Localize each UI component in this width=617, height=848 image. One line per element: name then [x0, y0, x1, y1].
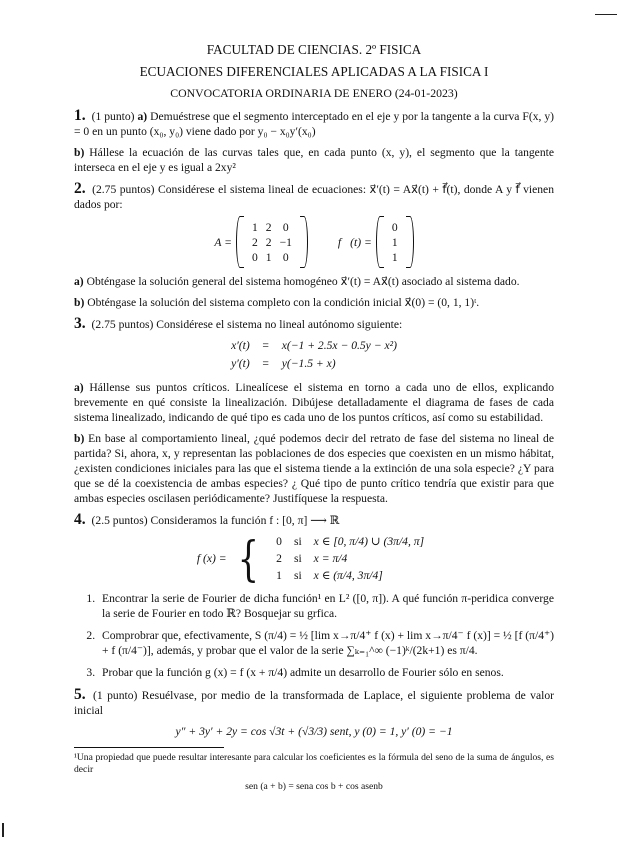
- piece-si: si: [293, 552, 302, 565]
- q5-intro: [74, 687, 554, 718]
- q4-item-1: 1. Encontrar la serie de Fourier de dicha función¹ en L² ([0, π]). A qué función π-peridica converge la serie de Fourier en todo ℝ? Bosquejar su grfica.: [98, 591, 554, 621]
- matrix-A-table: [248, 220, 296, 265]
- q1-b-label: b): [74, 146, 85, 159]
- q4-piecewise: [74, 532, 554, 585]
- q4-number: 4.: [74, 511, 86, 528]
- piece-si: si: [293, 535, 302, 548]
- q2-intro-text: (2.75 puntos) Considérese el sistema lineal de ecuaciones: x⃗′(t) = Ax⃗(t) + f⃗(t), donde A y f⃗ vienen dados por:: [74, 183, 554, 211]
- q2-a-label: a): [74, 275, 84, 288]
- piece-condition: x = π/4: [313, 552, 348, 565]
- q3-a-label: a): [74, 381, 84, 394]
- right-paren: [406, 216, 414, 268]
- q2-matrices: [74, 216, 554, 268]
- piece-condition: x ∈ [0, π/4) ∪ (3π/4, π]: [313, 535, 425, 548]
- q1-b-text: Hállese la ecuación de las curvas tales que, en cada punto (x, y), el segmento que la tangente interseca en el eje y es igual a 2xy²: [74, 146, 554, 174]
- exam-page: [74, 40, 554, 794]
- header-line-3: CONVOCATORIA ORDINARIA DE ENERO (24-01-2023): [170, 86, 458, 100]
- piecewise-table: [269, 532, 431, 585]
- q4-item-3: 3. Probar que la función g (x) = f (x + π/4) admite un desarrollo de Fourier sólo en senos.: [98, 665, 554, 680]
- eq2-sign: =: [262, 357, 269, 370]
- q3-intro-text: (2.75 puntos) Considérese el sistema no lineal autónomo siguiente:: [91, 318, 403, 331]
- q5-intro-text: (1 punto) Resuélvase, por medio de la transformada de Laplace, el siguiente problema de valor inicial: [74, 689, 554, 717]
- q4-item-2: 2. Comprobrar que, efectivamente, S (π/4) = ½ [lim x→π/4⁺ f (x) + lim x→π/4⁻ f (x)] = ½ [f (π/4⁺) + f (π/4⁻)], además, y probar que el valor de la serie ∑ₖ₌₁^∞ (−1)ᵏ/(2k+1) es π/4.: [98, 628, 554, 658]
- matrix-cell: 2: [251, 235, 258, 249]
- piecewise-label: f (x) =: [196, 552, 227, 565]
- header-line-1: FACULTAD DE CIENCIAS. 2º FISICA: [206, 42, 422, 57]
- matrix-cell: 0: [282, 250, 289, 264]
- q2-a-text: Obténgase la solución general del sistema homogéneo x⃗′(t) = Ax⃗(t) asociado al sistema dado.: [86, 275, 520, 288]
- vector-f: [338, 216, 414, 268]
- corner-mark: [595, 14, 617, 15]
- left-paren: [236, 216, 244, 268]
- q2-b-text: Obténgase la solución del sistema completo con la condición inicial x⃗(0) = (0, 1, 1)ᵗ.: [87, 296, 480, 309]
- q1-number: 1.: [74, 107, 86, 124]
- q1-part-a: [74, 108, 554, 139]
- matrix-cell: 2: [265, 220, 272, 234]
- footnote-rule: [74, 747, 224, 748]
- matrix-A-label: A =: [214, 235, 232, 249]
- eq2-lhs: y′(t): [231, 357, 250, 370]
- scan-mark: [2, 823, 4, 837]
- q1-a-label: a): [137, 110, 148, 123]
- piece-si: si: [293, 569, 302, 582]
- footnote-formula: sen (a + b) = sena cos b + cos asenb: [245, 781, 383, 792]
- q2-part-b: [74, 295, 554, 310]
- q3-b-label: b): [74, 432, 85, 445]
- header-line-2: ECUACIONES DIFERENCIALES APLICADAS A LA FISICA I: [139, 64, 489, 79]
- q2-number: 2.: [74, 180, 86, 197]
- q5-equation: y″ + 3y′ + 2y = cos √3t + (√3/3) sent, y (0) = 1, y′ (0) = −1: [175, 725, 453, 738]
- vector-f-table: [388, 220, 402, 265]
- q1-a-text: Demuéstrese que el segmento interceptado en el eje y por la tangente a la curva F(x, y) = 0 en un punto (x₀, y₀) viene dado por y₀ − x₀y′(x₀): [74, 110, 555, 138]
- vector-f-label: f⃗(t) =: [337, 235, 372, 249]
- q1-part-b: [74, 145, 554, 175]
- matrix-cell: 1: [251, 220, 258, 234]
- right-paren: [300, 216, 308, 268]
- q3-number: 3.: [74, 315, 86, 332]
- matrix-cell: 0: [282, 220, 289, 234]
- piece-value: 0: [276, 535, 282, 548]
- q5-number: 5.: [74, 686, 86, 703]
- q4-items: [74, 591, 554, 680]
- left-paren: [376, 216, 384, 268]
- q2-b-label: b): [74, 296, 85, 309]
- piece-value: 2: [276, 552, 282, 565]
- q3-part-a: [74, 380, 554, 425]
- q3-system: [74, 336, 554, 374]
- q4-intro: [74, 512, 554, 528]
- q3-part-b: [74, 431, 554, 506]
- piece-condition: x ∈ (π/4, 3π/4]: [313, 569, 383, 582]
- q1-points: (1 punto): [91, 110, 135, 123]
- left-brace: {: [237, 530, 259, 587]
- q3-intro: [74, 316, 554, 332]
- vector-cell: 1: [391, 250, 398, 264]
- eq1-rhs: x(−1 + 2.5x − 0.5y − x²): [281, 339, 397, 352]
- matrix-cell: 1: [265, 250, 272, 264]
- q2-part-a: [74, 274, 554, 289]
- q3-b-text: En base al comportamiento lineal, ¿qué podemos decir del retrato de fase del sistema no lineal de partida? Si, ahora, x, y representan las poblaciones de dos especies que coexisten en un mismo hábitat, ¿existen condiciones iniciales para las que el sistema tiende a la extinción de una sola especie? ¿Y para que se dé la coexistencia de ambas especies? ¿ Qué tipo de punto crítico tendría que existir para que ambas especies oscilasen periódicamente? Justifíquese la respuesta.: [74, 432, 554, 505]
- q3-equations: [226, 336, 402, 374]
- piece-value: 1: [276, 569, 282, 582]
- footnote-text: ¹Una propiedad que puede resultar interesante para calcular los coeficientes es la fórmula del seno de la suma de ángulos, es decir: [74, 752, 554, 775]
- q4-intro-text: (2.5 puntos) Consideramos la función f : [0, π] ⟶ ℝ: [91, 514, 340, 527]
- eq2-rhs: y(−1.5 + x): [281, 357, 336, 370]
- matrix-A: [214, 216, 308, 268]
- matrix-cell: 0: [251, 250, 258, 264]
- q3-a-text: Hállense sus puntos críticos. Linealícese el sistema en torno a cada uno de ellos, explicando brevemente en qué consiste la linealización. Dibújese detalladamente el diagrama de fases de cada sistema linealizado, indicando de qué tipo es cada uno de los puntos críticos, así como su estabilidad.: [74, 381, 554, 424]
- eq1-lhs: x′(t): [231, 339, 250, 352]
- vector-cell: 1: [391, 235, 398, 249]
- matrix-cell: −1: [279, 235, 292, 249]
- vector-cell: 0: [391, 220, 398, 234]
- eq1-sign: =: [262, 339, 269, 352]
- matrix-cell: 2: [265, 235, 272, 249]
- q2-intro: [74, 181, 554, 212]
